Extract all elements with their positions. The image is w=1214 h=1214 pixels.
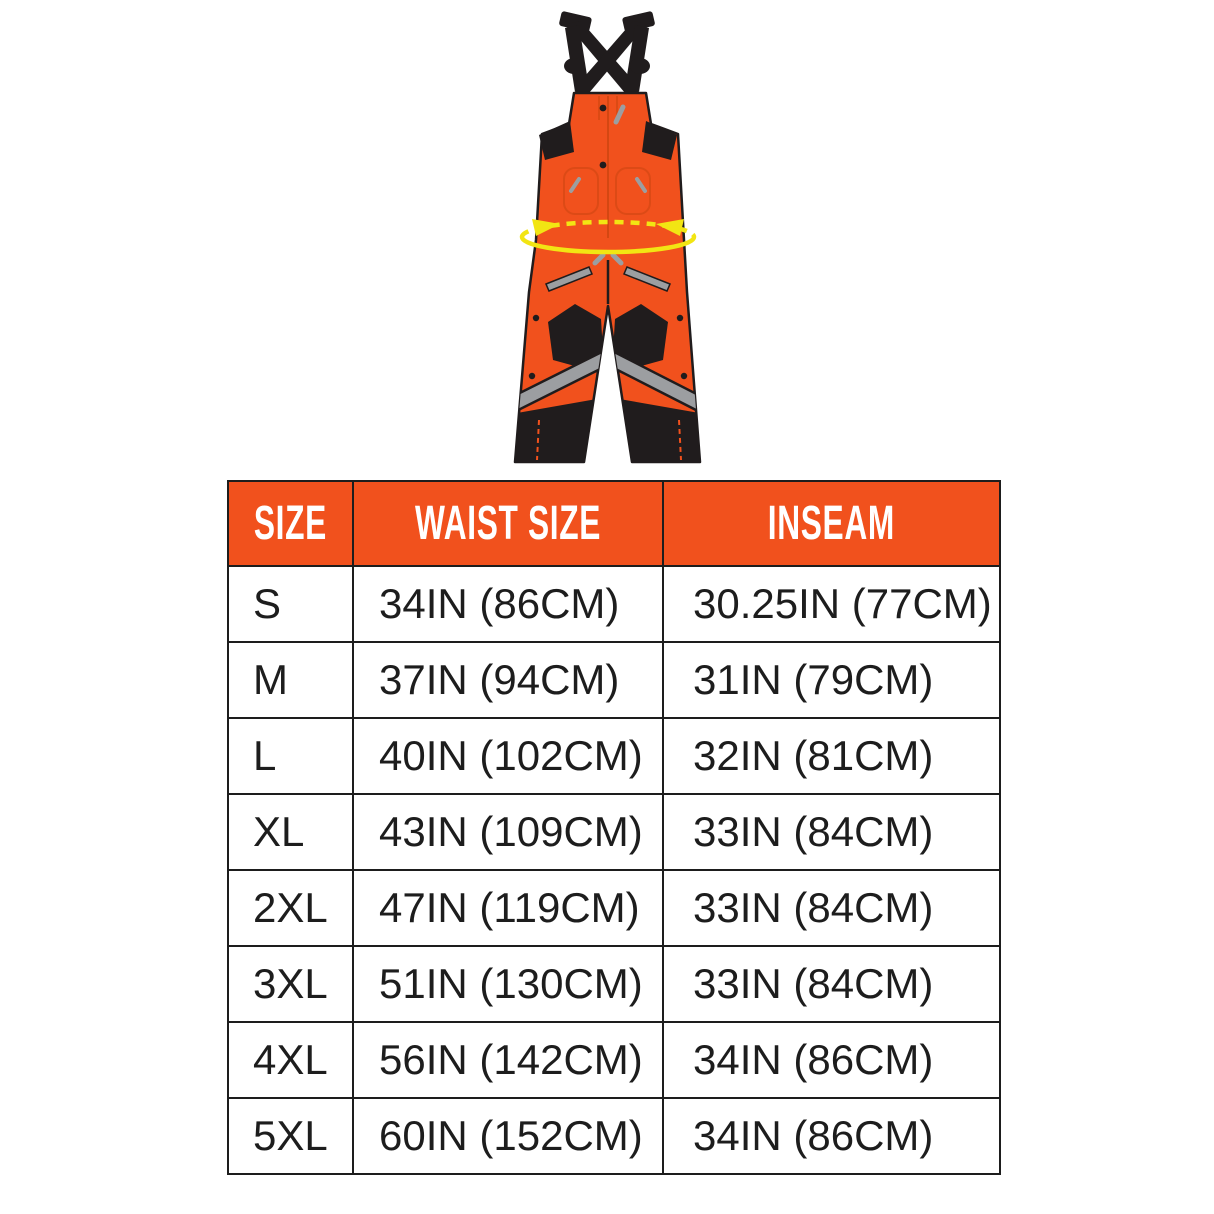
cell-size: L [228,718,353,794]
cell-size: 3XL [228,946,353,1022]
cell-inseam: 31IN (79CM) [663,642,1000,718]
cell-size: 2XL [228,870,353,946]
left-strap-adjuster [564,58,584,74]
table-row [228,870,1000,946]
table-header-row [228,481,1000,566]
header-waist-size [353,481,663,566]
cell-waist: 43IN (109CM) [353,794,663,870]
table-row [228,642,1000,718]
cell-inseam: 33IN (84CM) [663,794,1000,870]
table-row [228,1022,1000,1098]
right-lower-leg [608,397,716,478]
bib-overalls-illustration [482,8,732,478]
table-row [228,566,1000,642]
cell-waist: 40IN (102CM) [353,718,663,794]
cell-waist: 60IN (152CM) [353,1098,663,1174]
table-row [228,718,1000,794]
left-leg-snap-upper [533,315,539,321]
cell-inseam: 33IN (84CM) [663,946,1000,1022]
size-table-body [228,566,1000,1174]
cell-size: XL [228,794,353,870]
cell-waist: 34IN (86CM) [353,566,663,642]
header-inseam-label: INSEAM [767,497,896,550]
header-size-label: SIZE [253,497,328,550]
cell-size: 5XL [228,1098,353,1174]
suspenders [559,11,656,96]
table-row [228,1098,1000,1174]
table-row [228,946,1000,1022]
right-strap-adjuster [630,58,650,74]
cell-waist: 47IN (119CM) [353,870,663,946]
cell-waist: 51IN (130CM) [353,946,663,1022]
header-inseam [663,481,1000,566]
bib-snap-top [600,105,607,112]
size-table [227,480,1001,1175]
cell-size: M [228,642,353,718]
table-row [228,794,1000,870]
right-leg-snap-upper [677,315,683,321]
header-size [228,481,353,566]
cell-size: S [228,566,353,642]
cell-inseam: 30.25IN (77CM) [663,566,1000,642]
cell-inseam: 34IN (86CM) [663,1098,1000,1174]
cell-inseam: 33IN (84CM) [663,870,1000,946]
cell-inseam: 32IN (81CM) [663,718,1000,794]
cell-size: 4XL [228,1022,353,1098]
cell-waist: 37IN (94CM) [353,642,663,718]
right-leg-snap-lower [681,373,687,379]
cell-inseam: 34IN (86CM) [663,1022,1000,1098]
cell-waist: 56IN (142CM) [353,1022,663,1098]
left-leg-snap-lower [529,373,535,379]
bib-snap-bottom [600,162,607,169]
header-waist-size-label: WAIST SIZE [414,497,602,550]
